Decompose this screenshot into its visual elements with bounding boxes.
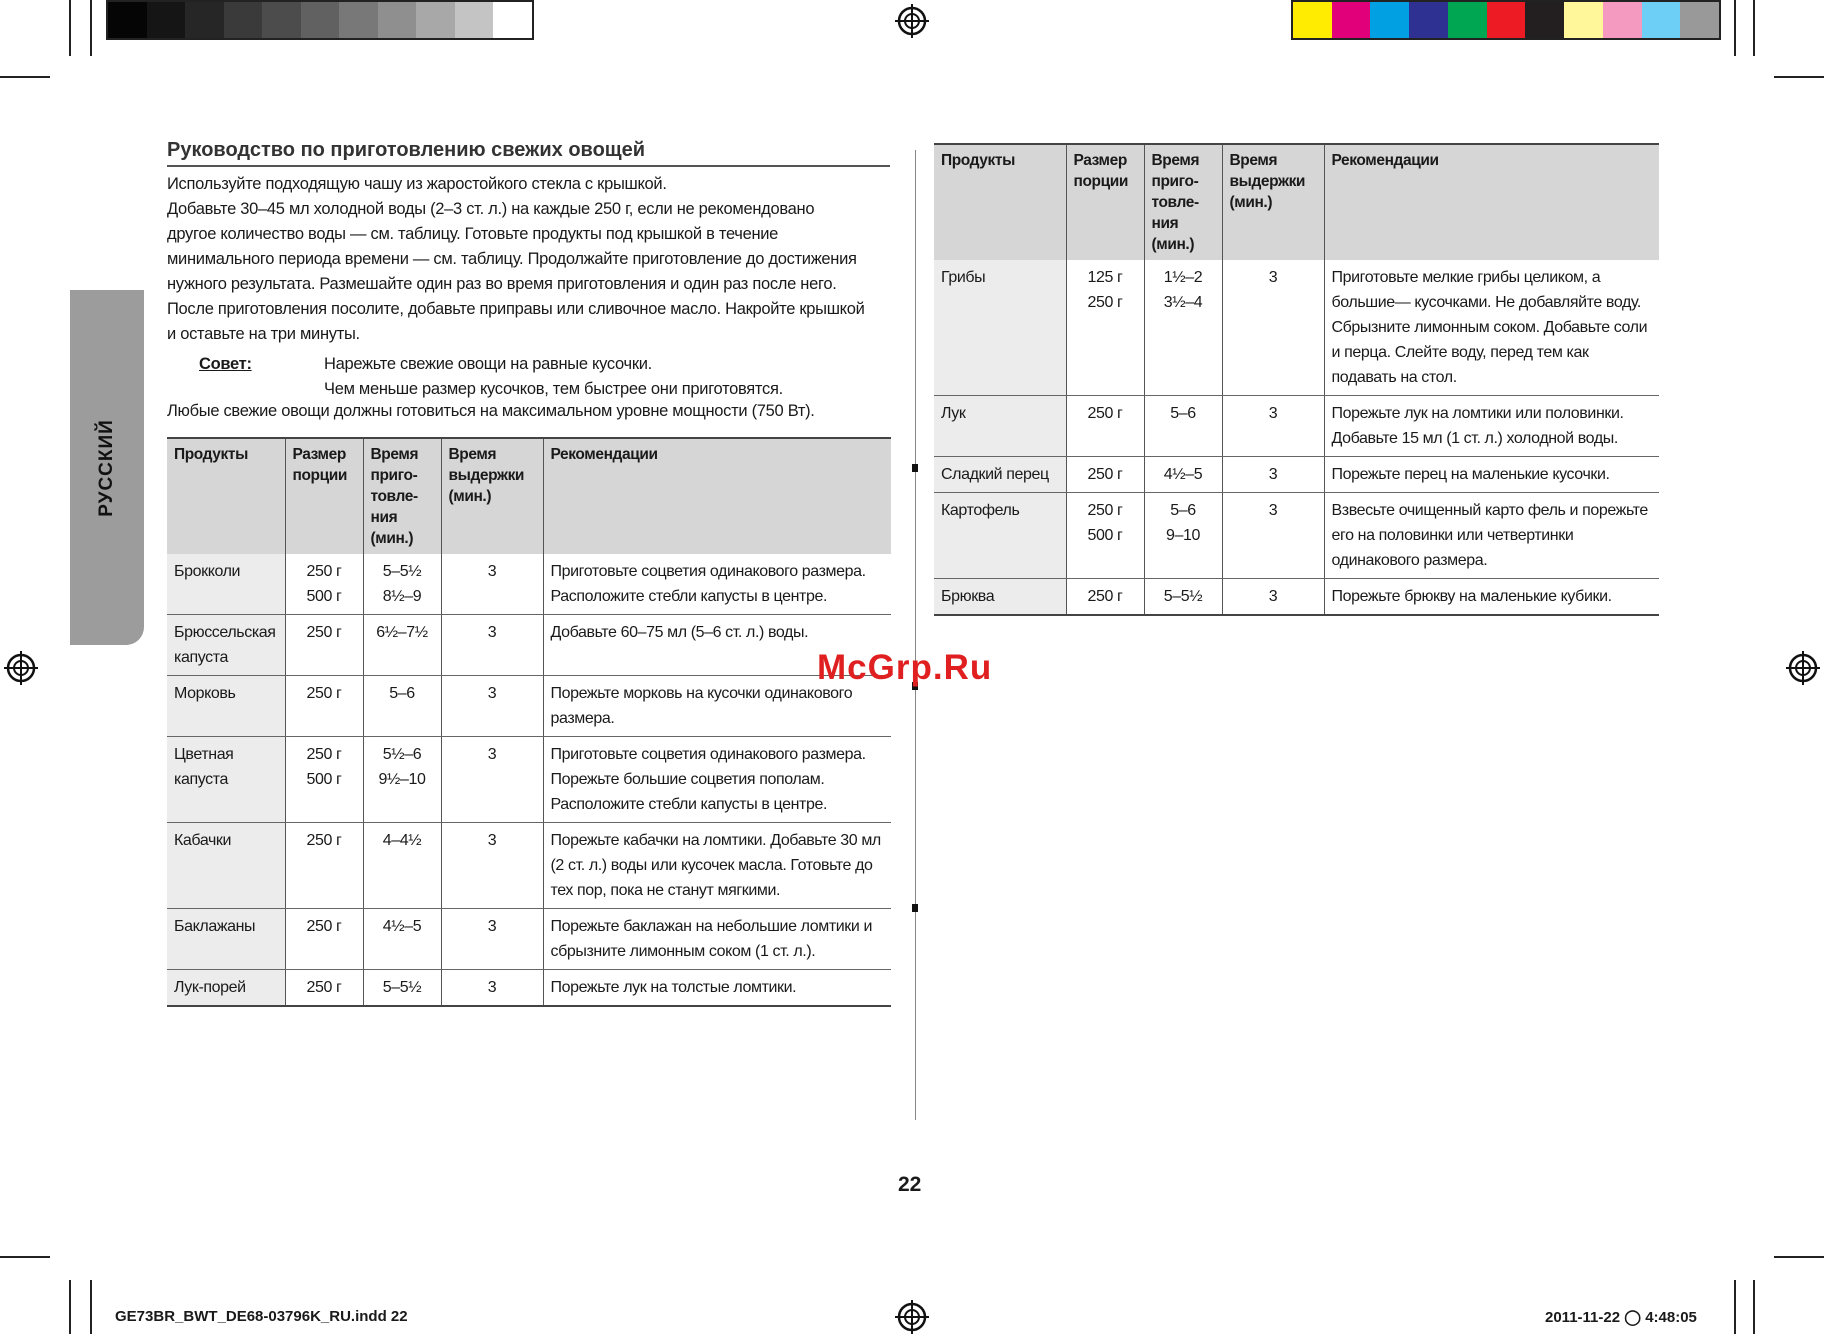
- cell-portion: 250 г: [1066, 579, 1144, 616]
- margin-dot: [912, 904, 918, 912]
- header-cook-time: Время приго-товле-ния (мин.): [1144, 144, 1222, 260]
- vegetable-table-right: [934, 143, 1659, 616]
- cell-advice: Порежьте брюкву на маленькие кубики.: [1324, 579, 1659, 616]
- color-swatch: [1332, 2, 1371, 38]
- cell-cook-time: 6½–7½: [363, 615, 441, 676]
- cell-portion: 250 г: [1066, 457, 1144, 493]
- cell-advice: Приготовьте соцветия одинакового размера. Расположите стебли капусты в центре.: [543, 554, 891, 615]
- cell-advice: Добавьте 60–75 мл (5–6 ст. л.) воды.: [543, 615, 891, 676]
- header-stand-time: Время выдержки (мин.): [441, 438, 543, 554]
- vegetable-table-left: [167, 437, 891, 1007]
- crop-mark: [69, 0, 71, 56]
- cell-cook-time: 4½–5: [1144, 457, 1222, 493]
- cell-product: Сладкий перец: [934, 457, 1066, 493]
- tip-line: Нарежьте свежие овощи на равные кусочки.: [324, 355, 652, 373]
- column-divider: [915, 150, 916, 1120]
- table-row: [167, 554, 891, 615]
- power-note: Любые свежие овощи должны готовиться на максимальном уровне мощности (750 Вт).: [167, 402, 815, 420]
- footer-file-name: GE73BR_BWT_DE68-03796K_RU.indd 22: [115, 1308, 408, 1325]
- cell-product: Баклажаны: [167, 909, 285, 970]
- registration-mark-icon: [895, 1300, 929, 1334]
- cell-portion: 250 г: [285, 909, 363, 970]
- cell-product: Лук: [934, 396, 1066, 457]
- intro-line: Используйте подходящую чашу из жаростойкого стекла с крышкой.: [167, 175, 667, 193]
- intro-paragraph: [167, 172, 897, 347]
- intro-line: минимального периода времени — см. таблицу. Продолжайте приготовление до достижения: [167, 250, 857, 268]
- intro-line: Добавьте 30–45 мл холодной воды (2–3 ст. л.) на каждые 250 г, если не рекомендовано: [167, 200, 815, 218]
- color-swatch: [224, 2, 263, 38]
- margin-dot: [912, 464, 918, 472]
- color-swatch: [301, 2, 340, 38]
- cell-portion: 250 г 500 г: [285, 554, 363, 615]
- cell-product: Кабачки: [167, 823, 285, 909]
- table-row: [934, 493, 1659, 579]
- cell-portion: 250 г 500 г: [1066, 493, 1144, 579]
- grayscale-calibration-bar: [106, 0, 534, 40]
- cell-cook-time: 4–4½: [363, 823, 441, 909]
- cell-product: Картофель: [934, 493, 1066, 579]
- cell-cook-time: 1½–2 3½–4: [1144, 260, 1222, 396]
- table-header-row: [167, 438, 891, 554]
- cell-product: Морковь: [167, 676, 285, 737]
- color-swatch: [1680, 2, 1719, 38]
- table-row: [167, 737, 891, 823]
- cell-advice: Порежьте перец на маленькие кусочки.: [1324, 457, 1659, 493]
- header-portion: Размер порции: [285, 438, 363, 554]
- crop-mark: [1753, 0, 1755, 56]
- table-row: [934, 457, 1659, 493]
- cell-advice: Приготовьте мелкие грибы целиком, а большие— кусочками. Не добавляйте воду. Сбрызните лимонным соком. Добавьте соли и перца. Слейте воду, перед тем как подавать на стол.: [1324, 260, 1659, 396]
- cell-stand-time: 3: [441, 823, 543, 909]
- table-header-row: [934, 144, 1659, 260]
- cell-cook-time: 5½–6 9½–10: [363, 737, 441, 823]
- cell-stand-time: 3: [441, 909, 543, 970]
- cell-stand-time: 3: [441, 554, 543, 615]
- header-advice: Рекомендации: [543, 438, 891, 554]
- cell-cook-time: 4½–5: [363, 909, 441, 970]
- cell-stand-time: 3: [1222, 260, 1324, 396]
- crop-mark: [90, 0, 92, 56]
- table-row: [167, 909, 891, 970]
- cell-portion: 250 г: [285, 970, 363, 1007]
- cell-stand-time: 3: [441, 970, 543, 1007]
- cell-cook-time: 5–5½ 8½–9: [363, 554, 441, 615]
- cell-product: Цветная капуста: [167, 737, 285, 823]
- footer-timestamp: 2011-11-22 ◯ 4:48:05: [1545, 1309, 1697, 1326]
- tip-label: Совет:: [199, 355, 252, 373]
- cell-cook-time: 5–5½: [1144, 579, 1222, 616]
- cell-stand-time: 3: [1222, 493, 1324, 579]
- crop-mark: [1753, 1280, 1755, 1334]
- crop-mark: [90, 1280, 92, 1334]
- registration-mark-icon: [895, 4, 929, 38]
- cell-cook-time: 5–5½: [363, 970, 441, 1007]
- table-row: [167, 823, 891, 909]
- language-tab-label: РУССКИЙ: [96, 419, 117, 517]
- color-swatch: [378, 2, 417, 38]
- cell-stand-time: 3: [441, 737, 543, 823]
- crop-mark: [69, 1280, 71, 1334]
- cell-portion: 250 г: [285, 615, 363, 676]
- tip-line: Чем меньше размер кусочков, тем быстрее они приготовятся.: [324, 380, 783, 398]
- registration-mark-icon: [1786, 651, 1820, 685]
- page-title: Руководство по приготовлению свежих овощей: [167, 139, 890, 167]
- cell-portion: 250 г: [1066, 396, 1144, 457]
- color-swatch: [339, 2, 378, 38]
- cell-portion: 125 г 250 г: [1066, 260, 1144, 396]
- cell-stand-time: 3: [441, 615, 543, 676]
- table-row: [167, 615, 891, 676]
- crop-mark: [1734, 1280, 1736, 1334]
- cell-advice: Приготовьте соцветия одинакового размера. Порежьте большие соцветия пополам. Расположите стебли капусты в центре.: [543, 737, 891, 823]
- color-swatch: [1293, 2, 1332, 38]
- watermark: McGrp.Ru: [817, 648, 993, 687]
- registration-mark-icon: [4, 651, 38, 685]
- color-calibration-bar: [1291, 0, 1721, 40]
- table-row: [934, 396, 1659, 457]
- cell-advice: Взвесьте очищенный карто фель и порежьте его на половинки или четвертинки одинакового размера.: [1324, 493, 1659, 579]
- color-swatch: [1525, 2, 1564, 38]
- cell-product: Лук-порей: [167, 970, 285, 1007]
- intro-line: нужного результата. Размешайте один раз во время приготовления и один раз после него.: [167, 275, 837, 293]
- cell-product: Грибы: [934, 260, 1066, 396]
- color-swatch: [1603, 2, 1642, 38]
- cell-cook-time: 5–6: [363, 676, 441, 737]
- color-swatch: [455, 2, 494, 38]
- color-swatch: [262, 2, 301, 38]
- cell-portion: 250 г: [285, 676, 363, 737]
- intro-line: другое количество воды — см. таблицу. Готовьте продукты под крышкой в течение: [167, 225, 779, 243]
- cell-stand-time: 3: [1222, 457, 1324, 493]
- color-swatch: [1370, 2, 1409, 38]
- cell-stand-time: 3: [1222, 579, 1324, 616]
- header-cook-time: Время приго-товле-ния (мин.): [363, 438, 441, 554]
- color-swatch: [416, 2, 455, 38]
- cell-stand-time: 3: [441, 676, 543, 737]
- header-advice: Рекомендации: [1324, 144, 1659, 260]
- cell-advice: Порежьте лук на толстые ломтики.: [543, 970, 891, 1007]
- intro-line: и оставьте на три минуты.: [167, 325, 360, 343]
- crop-mark: [1774, 1256, 1824, 1258]
- color-swatch: [1642, 2, 1681, 38]
- cell-product: Брюссельская капуста: [167, 615, 285, 676]
- color-swatch: [1448, 2, 1487, 38]
- color-swatch: [1564, 2, 1603, 38]
- color-swatch: [1487, 2, 1526, 38]
- cell-cook-time: 5–6 9–10: [1144, 493, 1222, 579]
- table-row: [934, 260, 1659, 396]
- page-number: 22: [898, 1173, 922, 1196]
- color-swatch: [147, 2, 186, 38]
- header-product: Продукты: [167, 438, 285, 554]
- cell-advice: Порежьте кабачки на ломтики. Добавьте 30 мл (2 ст. л.) воды или кусочек масла. Готовьте до тех пор, пока не станут мягкими.: [543, 823, 891, 909]
- color-swatch: [185, 2, 224, 38]
- cell-product: Брокколи: [167, 554, 285, 615]
- color-swatch: [1409, 2, 1448, 38]
- table-row: [167, 970, 891, 1007]
- cell-product: Брюква: [934, 579, 1066, 616]
- crop-mark: [0, 76, 50, 78]
- header-portion: Размер порции: [1066, 144, 1144, 260]
- crop-mark: [1734, 0, 1736, 56]
- cell-advice: Порежьте баклажан на небольшие ломтики и сбрызните лимонным соком (1 ст. л.).: [543, 909, 891, 970]
- crop-mark: [1774, 76, 1824, 78]
- cell-portion: 250 г: [285, 823, 363, 909]
- table-row: [934, 579, 1659, 616]
- cell-stand-time: 3: [1222, 396, 1324, 457]
- crop-mark: [0, 1256, 50, 1258]
- cell-advice: Порежьте лук на ломтики или половинки. Добавьте 15 мл (1 ст. л.) холодной воды.: [1324, 396, 1659, 457]
- cell-cook-time: 5–6: [1144, 396, 1222, 457]
- color-swatch: [108, 2, 147, 38]
- header-product: Продукты: [934, 144, 1066, 260]
- color-swatch: [493, 2, 532, 38]
- intro-line: После приготовления посолите, добавьте приправы или сливочное масло. Накройте крышкой: [167, 300, 865, 318]
- cell-portion: 250 г 500 г: [285, 737, 363, 823]
- table-row: [167, 676, 891, 737]
- cell-advice: Порежьте морковь на кусочки одинакового размера.: [543, 676, 891, 737]
- header-stand-time: Время выдержки (мин.): [1222, 144, 1324, 260]
